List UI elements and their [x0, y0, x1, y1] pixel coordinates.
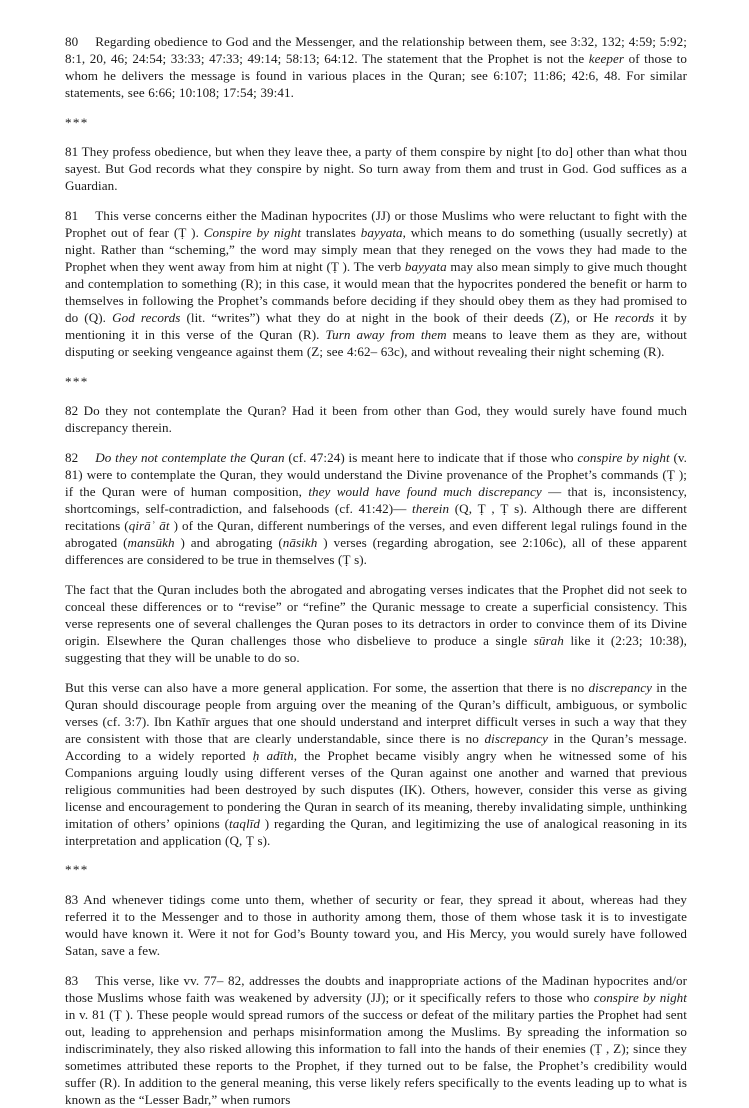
quoted-phrase: God records: [112, 310, 181, 326]
verse-translation: [65, 143, 687, 194]
quoted-phrase: Turn away from them: [325, 327, 447, 343]
quoted-phrase: sūrah: [533, 632, 564, 648]
quoted-phrase: Do they not contemplate the Quran: [95, 449, 285, 465]
text-run: 81 They profess obedience, but when they leave thee, a party of them conspire by night [to do] other than what thou sayest. But God records what they conspire by night. So turn away from them and trust in God. God suffices as a Guardian.: [65, 144, 687, 194]
text-run: of those to whom he delivers the message is found in various places in the Quran; see 6:107; 11:86; 42:6, 48. For similar statements, see 6:66; 10:108; 17:54; 39:41.: [65, 51, 687, 101]
verse-number-gap: [78, 972, 95, 989]
text-run: 83 And whenever tidings come unto them, whether of security or fear, they spread it about, whereas had they referred it to the Messenger and to those in authority among them, those of them whose task it is to investigate would have known it. Were it not for God’s Bounty toward you, and His Mercy, you would surely have followed Satan, save a few.: [65, 892, 687, 959]
text-run: may also mean simply to give much thought and contemplation to something (R); in this case, it would mean that the hypocrites pondered the benefit or harm to themselves in following the Prophet’s commands before deciding if they should obey them as they had promised to do (Q).: [65, 259, 687, 326]
verse-number: 81: [65, 207, 79, 223]
quoted-phrase: ḥ adīth,: [252, 747, 298, 763]
text-run: But this verse can also have a more general application. For some, the assertion that there is no: [65, 679, 589, 695]
verse-number: 80: [65, 34, 79, 49]
verse-translation: [65, 891, 687, 959]
text-run: (cf. 47:24) is meant here to indicate that if those who: [284, 449, 578, 465]
quoted-phrase: conspire by night: [577, 449, 670, 465]
text-run: Regarding obedience to God and the Messenger, and the relationship between them, see 3:32, 132; 4:59; 5:92; 8:1, 20, 46; 24:54; 33:33; 47:33; 49:14; 58:13; 64:12. The statement that the Prophet is not the: [65, 34, 687, 67]
verse-number: 82: [65, 449, 79, 465]
text-run: (lit. “writes”) what they do at night in the book of their deeds (Z), or He: [180, 310, 615, 326]
quoted-phrase: Conspire by night: [203, 224, 302, 240]
text-run: the Prophet became visibly angry when he witnessed some of his Companions arguing loudly using different verses of the Quran against one another and warned that previous religious communities had been destroyed by such disputes (IK). Others, however, consider this verse as giving license and encouragement to pondering the Quran in search of its meaning, thereby invalidating simple, unthinking imitation of others’ opinions (: [65, 747, 688, 831]
text-run: (v. 81) were to contemplate the Quran, they would understand the Divine provenance of the Prophet’s commands (Ṭ ); if the Quran were of human composition,: [65, 449, 688, 500]
quoted-phrase: nāsikh: [282, 535, 324, 551]
verse-number: 83: [65, 972, 79, 988]
quoted-phrase: bayyata: [404, 259, 447, 275]
text-run: means to leave them as they are, without disputing or seeking vengeance against them (Z; see 4:62– 63c), and without revealing their night scheming (R).: [65, 327, 687, 360]
quoted-phrase: mansūkh: [127, 535, 181, 551]
page-content: [65, 33, 687, 1108]
text-run: in v. 81 (Ṭ ). These people would spread rumors of the success or defeat of the military parties the Prophet had sent out, leading to apprehension and perhaps misinformation among the Muslims. By spreading the information so indiscriminately, they also risked allowing this information to fall into the hands of their enemies (Ṭ , Z); since they sometimes attributed these reports to the Prophet, if they turned out to be false, the Prophet’s credibility would suffer (R). In addition to the general meaning, this verse likely refers specifically to the events leading up to what is known as the “Lesser Badr,” when rumors: [65, 1006, 687, 1108]
commentary-paragraph: [65, 33, 687, 101]
quoted-phrase: bayyata,: [360, 224, 406, 240]
verse-translation: [65, 402, 687, 436]
text-run: ) verses (regarding abrogation, see 2:106c), all of these apparent differences are considered to be true in themselves (Ṭ s).: [65, 535, 687, 568]
quoted-phrase: discrepancy: [484, 730, 548, 746]
text-run: The fact that the Quran includes both the abrogated and abrogating verses indicates that the Prophet did not seek to conceal these differences or to “revise” or “refine” the Quranic message to create a superficial consistency. This verse represents one of several challenges the Quran poses to its detractors in order to convince them of its Divine origin. Elsewhere the Quran challenges those who disbelieve to produce a single: [65, 581, 687, 648]
text-run: translates: [301, 224, 361, 240]
text-run: it by mentioning it in this verse of the Quran (R).: [65, 310, 687, 343]
text-run: This verse concerns either the Madinan hypocrites (JJ) or those Muslims who were reluctant to fight with the Prophet out of fear (Ṭ ).: [65, 207, 687, 240]
body-paragraph: [65, 679, 687, 849]
commentary-paragraph: [65, 972, 687, 1108]
text-run: — that is, inconsistency, shortcomings, self-contradiction, and falsehoods (cf. 41:42)—: [65, 484, 688, 517]
verse-number-gap: [78, 33, 95, 50]
quoted-phrase: taqlīd: [229, 815, 265, 831]
quoted-phrase: conspire by night: [593, 989, 687, 1005]
quoted-phrase: qirāʾ āt: [128, 518, 174, 534]
section-separator: ***: [65, 114, 89, 130]
section-separator: ***: [65, 862, 89, 878]
text-run: in the Quran should discourage people from arguing over the meaning of the Quran’s difficult, ambiguous, or symbolic verses (cf. 3:7). Ibn Kathīr argues that one should understand and interpret difficult verses in such a way that they are consistent with those that are clearly understandable, since there is no: [65, 679, 687, 746]
commentary-paragraph: [65, 449, 687, 568]
text-run: ) regarding the Quran, and legitimizing the use of analogical reasoning in its interpretation and application (Q, Ṭ s).: [65, 815, 687, 848]
text-run: (Q, Ṭ , Ṭ s). Although there are different recitations (: [65, 501, 688, 534]
text-run: This verse, like vv. 77– 82, addresses the doubts and inappropriate actions of the Madinan hypocrites and/or those Muslims whose faith was weakened by adversity (JJ); or it specifically refers to those who: [65, 972, 687, 1005]
commentary-paragraph: [65, 207, 687, 360]
text-run: which means to do something (usually secretly) at night. Rather than “scheming,” the word may simply mean that they reneged on the vows they had made to the Prophet when they went away from him at night (Ṭ ). The verb: [65, 224, 687, 275]
body-paragraph: [65, 581, 687, 666]
section-separator: ***: [65, 373, 89, 389]
quoted-phrase: therein: [412, 501, 450, 517]
text-run: ) of the Quran, different numberings of the verses, and even different legal rulings found in the abrogated (: [65, 518, 687, 551]
text-run: in the Quran’s message. According to a widely reported: [65, 730, 688, 763]
quoted-phrase: keeper: [588, 51, 625, 67]
text-run: ) and abrogating (: [180, 535, 283, 551]
quoted-phrase: discrepancy: [588, 679, 652, 695]
text-run: 82 Do they not contemplate the Quran? Had it been from other than God, they would surely have found much discrepancy therein.: [65, 403, 687, 436]
text-run: like it (2:23; 10:38), suggesting that they will be unable to do so.: [65, 632, 687, 665]
verse-number-gap: [78, 207, 95, 224]
verse-number-gap: [78, 449, 95, 466]
quoted-phrase: records: [614, 310, 655, 326]
quoted-phrase: they would have found much discrepancy: [308, 484, 542, 500]
